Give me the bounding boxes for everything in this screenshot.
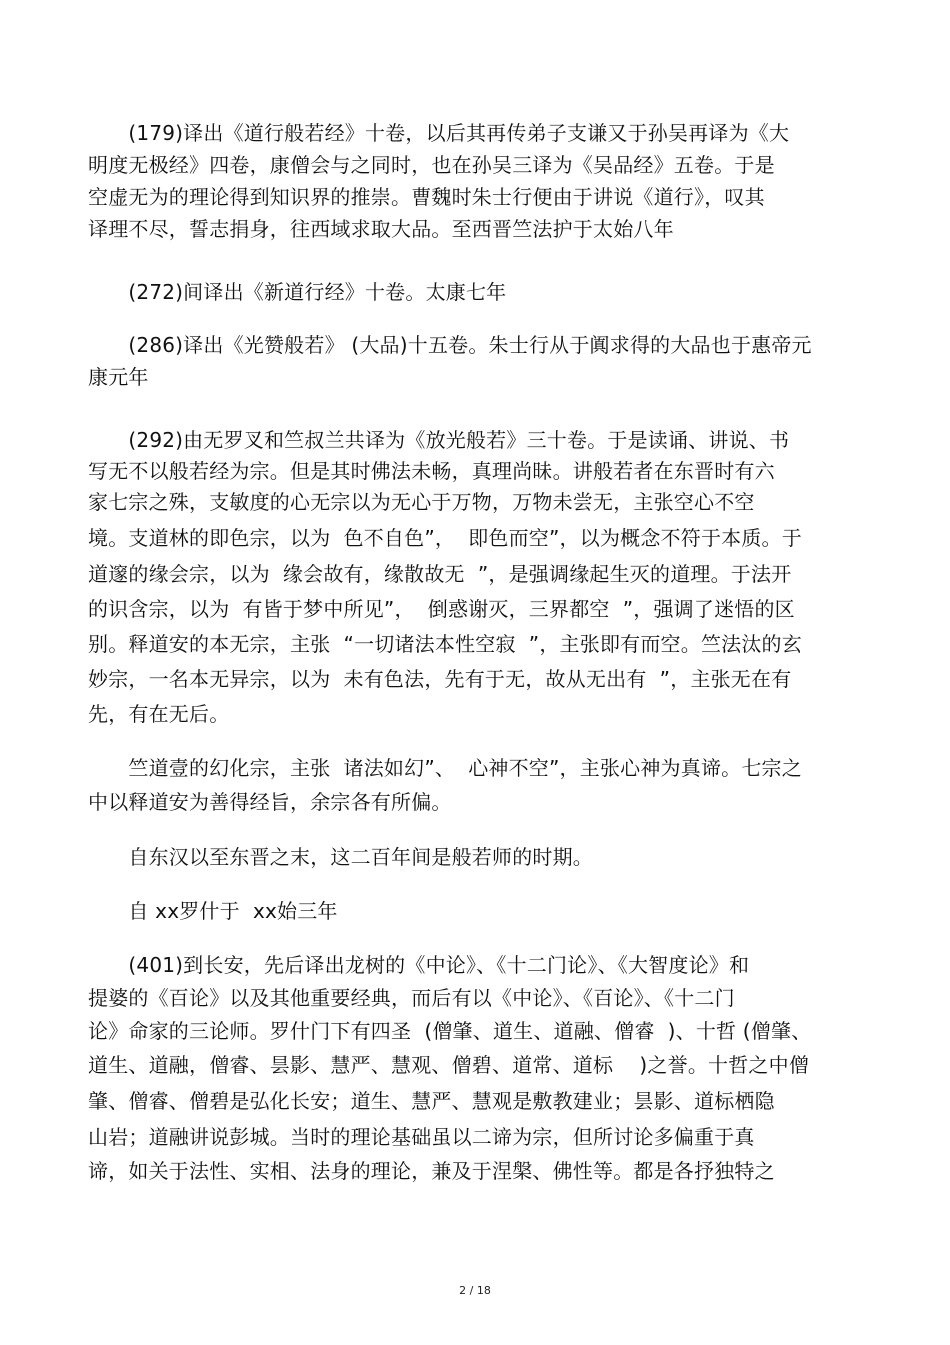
text-line: 竺道壹的幻化宗，主张 诸法如幻”、 心神不空”，主张心神为真谛。七宗之	[88, 756, 802, 780]
text-line: 写无不以般若经为宗。但是其时佛法未畅，真理尚昧。讲般若者在东晋时有六	[88, 459, 775, 483]
text-line: (179)译出《道行般若经》十卷，以后其再传弟子支谦又于孙吴再译为《大	[88, 121, 790, 145]
text-line: 家七宗之殊，支敏度的心无宗以为无心于万物，万物未尝无，主张空心不空	[88, 490, 755, 514]
text-line: 中以释道安为善得经旨，余宗各有所偏。	[88, 790, 452, 814]
text-line: (272)间译出《新道行经》十卷。太康七年	[88, 280, 507, 304]
page-number: 2 / 18	[459, 1284, 491, 1297]
text-line: 山岩；道融讲说彭城。当时的理论基础虽以二谛为宗，但所讨论多偏重于真	[88, 1125, 755, 1149]
text-line: 提婆的《百论》以及其他重要经典，而后有以《中论》、《百论》、《十二门	[88, 986, 735, 1010]
text-line: 空虚无为的理论得到知识界的推崇。曹魏时朱士行便由于讲说《道行》，叹其	[88, 185, 765, 209]
text-line: 译理不尽，誓志捐身，往西域求取大品。至西晋竺法护于太始八年	[88, 217, 674, 241]
text-line: 肇、僧睿、僧碧是弘化长安；道生、慧严、慧观是敷教建业；昙影、道标栖隐	[88, 1089, 775, 1113]
text-line: 康元年	[88, 365, 149, 389]
text-line: 境。支道林的即色宗，以为 色不自色”， 即色而空”，以为概念不符于本质。于	[88, 526, 802, 550]
text-line: 自 xx罗什于 xx始三年	[88, 899, 338, 923]
text-line: 论》命家的三论师。罗什门下有四圣 (僧肇、道生、道融、僧睿 )、十哲 (僧肇、	[88, 1019, 812, 1043]
text-line: (292)由无罗叉和竺叔兰共译为《放光般若》三十卷。于是读诵、讲说、书	[88, 428, 790, 452]
text-line: 自东汉以至东晋之末，这二百年间是般若师的时期。	[88, 845, 593, 869]
text-line: 别。释道安的本无宗，主张 “一切诸法本性空寂 ”，主张即有而空。竺法汰的玄	[88, 632, 802, 656]
text-line: (401)到长安，先后译出龙树的《中论》、《十二门论》、《大智度论》和	[88, 953, 750, 977]
text-line: 的识含宗，以为 有皆于梦中所见”， 倒惑谢灭，三界都空 ”，强调了迷悟的区	[88, 597, 795, 621]
text-line: 妙宗，一名本无异宗，以为 未有色法，先有于无，故从无出有 ”，主张无在有	[88, 667, 792, 691]
text-line: 谛，如关于法性、实相、法身的理论，兼及于涅槃、佛性等。都是各抒独特之	[88, 1159, 775, 1183]
text-line: 道邃的缘会宗，以为 缘会故有，缘散故无 ”，是强调缘起生灭的道理。于法开	[88, 562, 792, 586]
text-line: 道生、道融，僧睿、昙影、慧严、慧观、僧碧、道常、道标 )之誉。十哲之中僧	[88, 1053, 810, 1077]
text-line: 明度无极经》四卷，康僧会与之同时，也在孙吴三译为《吴品经》五卷。于是	[88, 153, 775, 177]
text-line: 先，有在无后。	[88, 702, 230, 726]
text-line: (286)译出《光赞般若》 (大品)十五卷。朱士行从于阗求得的大品也于惠帝元	[88, 333, 812, 357]
